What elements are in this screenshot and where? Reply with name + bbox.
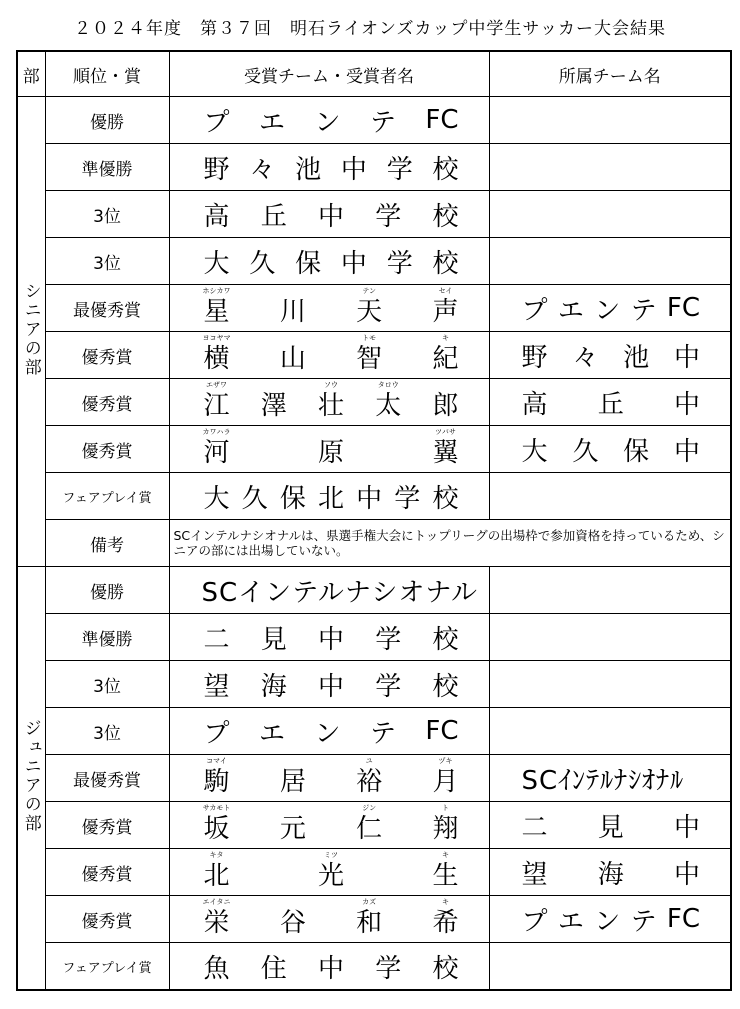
name-char <box>432 757 459 797</box>
kanji: 澤 <box>260 391 287 421</box>
char: 久 <box>241 483 268 514</box>
char: テ <box>369 718 396 749</box>
cell <box>169 614 489 661</box>
name-char <box>202 334 231 374</box>
char: テ <box>630 295 657 326</box>
char: エ <box>258 107 285 138</box>
table-row <box>17 943 731 991</box>
name-char <box>432 851 459 891</box>
name-char <box>261 385 287 419</box>
table-row <box>17 802 731 849</box>
page-title: ２０２４年度 第３７回 明石ライオンズカップ中学生サッカー大会結果 <box>74 19 666 39</box>
team-cell <box>489 97 731 144</box>
team-name: SCインテルナシオナル <box>201 577 479 608</box>
furigana: コマイ <box>206 757 227 765</box>
rank-cell: 優秀賞 <box>45 379 169 426</box>
kanji: 生 <box>432 861 459 891</box>
kanji: 壮 <box>317 391 344 421</box>
header-team: 所属チーム名 <box>489 51 731 97</box>
name-char <box>318 432 344 466</box>
kanji: 郎 <box>432 391 459 421</box>
spread-text <box>170 196 489 233</box>
person-name <box>170 428 489 468</box>
furigana: ツバサ <box>435 428 456 436</box>
table-row <box>17 896 731 943</box>
spread-text <box>170 713 489 750</box>
kanji: 和 <box>356 908 383 938</box>
results-table <box>16 50 732 991</box>
char: エ <box>557 295 584 326</box>
name-char <box>202 898 231 938</box>
furigana: ホシカワ <box>202 287 231 295</box>
furigana: エイタニ <box>202 898 231 906</box>
name-char <box>432 898 459 938</box>
char: 校 <box>432 154 459 185</box>
spread-text <box>490 290 731 327</box>
spread-text <box>170 619 489 656</box>
name-char <box>432 334 459 374</box>
char: プ <box>203 107 230 138</box>
char: 中 <box>340 154 367 185</box>
person-name <box>170 804 489 844</box>
kanji: 翼 <box>432 438 459 468</box>
char: FC <box>666 904 700 934</box>
char: プ <box>203 718 230 749</box>
dept-label: シニアの部 <box>20 282 41 377</box>
cell <box>169 97 489 144</box>
char: ン <box>314 107 341 138</box>
spread-text <box>490 854 731 891</box>
table-row <box>17 144 731 191</box>
table-row <box>17 849 731 896</box>
person-cell <box>169 379 489 426</box>
char: 学 <box>375 671 402 702</box>
char: 望 <box>203 671 230 702</box>
person-cell <box>169 896 489 943</box>
person-name <box>170 851 489 891</box>
cell <box>169 567 489 614</box>
furigana: ヅキ <box>438 757 453 765</box>
rank-cell: 優勝 <box>45 567 169 614</box>
furigana: カワハラ <box>202 428 231 436</box>
char: 校 <box>432 248 459 279</box>
kanji: 原 <box>317 438 344 468</box>
header-rank: 順位・賞 <box>45 51 169 97</box>
dept-cell <box>17 97 45 567</box>
char: 久 <box>572 436 599 467</box>
char: プ <box>521 295 548 326</box>
char: 中 <box>340 248 367 279</box>
furigana: キタ <box>209 851 224 859</box>
team-cell <box>489 473 731 520</box>
char: 中 <box>317 624 344 655</box>
kanji: 月 <box>432 767 459 797</box>
table-row <box>17 238 731 285</box>
furigana: キ <box>441 851 449 859</box>
cell <box>489 285 731 332</box>
char: 魚 <box>203 953 230 984</box>
team-cell <box>489 238 731 285</box>
char: 大 <box>203 483 230 514</box>
person-cell <box>169 285 489 332</box>
char: 見 <box>597 812 624 843</box>
name-char <box>280 338 306 372</box>
cell <box>489 379 731 426</box>
table-row <box>17 191 731 238</box>
furigana: キ <box>441 898 449 906</box>
kanji: 元 <box>279 814 306 844</box>
char: 見 <box>260 624 287 655</box>
table-row <box>17 426 731 473</box>
dept-label: ジュニアの部 <box>20 719 41 833</box>
name-char <box>317 381 344 421</box>
name-char <box>280 808 306 842</box>
notes-cell <box>169 520 731 567</box>
char: エ <box>557 906 584 937</box>
char: 野 <box>521 342 548 373</box>
person-name <box>170 757 489 797</box>
char: 丘 <box>597 389 624 420</box>
char: FC <box>425 105 459 135</box>
person-cell <box>169 849 489 896</box>
kanji: 声 <box>432 297 459 327</box>
rank-cell: 優秀賞 <box>45 426 169 473</box>
table-row <box>17 97 731 144</box>
char: 池 <box>295 154 322 185</box>
rank-cell: 優秀賞 <box>45 849 169 896</box>
kanji: 裕 <box>356 767 383 797</box>
char: 中 <box>673 436 700 467</box>
char: ン <box>594 295 621 326</box>
name-char <box>202 287 231 327</box>
kanji: 希 <box>432 908 459 938</box>
rank-cell: 最優秀賞 <box>45 285 169 332</box>
rank-cell: 準優勝 <box>45 614 169 661</box>
table-row <box>17 567 731 614</box>
furigana: ジン <box>362 804 377 812</box>
furigana: エザワ <box>206 381 227 389</box>
spread-text <box>490 337 731 374</box>
cell <box>169 191 489 238</box>
furigana: タロウ <box>377 381 399 389</box>
table-row <box>17 379 731 426</box>
kanji: 太 <box>375 391 402 421</box>
rank-cell: 3位 <box>45 238 169 285</box>
char: 海 <box>260 671 287 702</box>
char: 高 <box>203 201 230 232</box>
kanji: 星 <box>203 297 230 327</box>
char: 校 <box>432 624 459 655</box>
char: 大 <box>521 436 548 467</box>
person-cell <box>169 332 489 379</box>
name-char <box>432 428 459 468</box>
team-cell <box>489 567 731 614</box>
kanji: 光 <box>317 861 344 891</box>
name-char <box>356 334 383 374</box>
name-char <box>375 381 402 421</box>
table-row <box>17 332 731 379</box>
person-name <box>170 898 489 938</box>
name-char <box>203 381 230 421</box>
rank-cell: 3位 <box>45 661 169 708</box>
name-char <box>356 804 383 844</box>
furigana: キ <box>441 334 449 342</box>
spread-text <box>490 807 731 844</box>
char: 中 <box>673 859 700 890</box>
furigana: テン <box>362 287 376 295</box>
team-cell <box>489 943 731 991</box>
table-header-row <box>17 51 731 97</box>
table-row <box>17 520 731 567</box>
kanji: 横 <box>203 344 230 374</box>
furigana: ヨコヤマ <box>202 334 231 342</box>
furigana: ソウ <box>323 381 338 389</box>
person-cell <box>169 802 489 849</box>
name-char <box>432 804 459 844</box>
rank-cell: 優秀賞 <box>45 802 169 849</box>
char: 二 <box>521 812 548 843</box>
furigana: カズ <box>362 898 377 906</box>
char: 中 <box>673 812 700 843</box>
char: ン <box>314 718 341 749</box>
furigana: ト <box>441 804 449 812</box>
name-char <box>202 804 231 844</box>
rank-cell: 3位 <box>45 191 169 238</box>
char: 校 <box>432 483 459 514</box>
cell <box>489 426 731 473</box>
table-row <box>17 661 731 708</box>
char: 校 <box>432 953 459 984</box>
spread-text <box>170 666 489 703</box>
char: 々 <box>572 342 599 373</box>
spread-text <box>170 243 489 280</box>
char: 高 <box>521 389 548 420</box>
cell <box>489 896 731 943</box>
char: 野 <box>203 154 230 185</box>
rank-cell: 優勝 <box>45 97 169 144</box>
char: 保 <box>623 436 650 467</box>
char: 校 <box>432 671 459 702</box>
person-name <box>170 381 489 421</box>
kanji: 智 <box>356 344 383 374</box>
person-name <box>170 287 489 327</box>
cell <box>489 849 731 896</box>
rank-cell: フェアプレイ賞 <box>45 473 169 520</box>
spread-text <box>490 901 731 938</box>
char: 大 <box>203 248 230 279</box>
dept-cell <box>17 567 45 991</box>
rank-cell: 3位 <box>45 708 169 755</box>
person-name <box>170 334 489 374</box>
header-name: 受賞チーム・受賞者名 <box>169 51 489 97</box>
name-char <box>432 287 459 327</box>
team-cell <box>489 144 731 191</box>
name-char <box>203 757 230 797</box>
char: エ <box>258 718 285 749</box>
char: 学 <box>375 624 402 655</box>
char: 久 <box>249 248 276 279</box>
char: 保 <box>279 483 306 514</box>
char: 中 <box>673 389 700 420</box>
cell <box>169 144 489 191</box>
kanji: 仁 <box>356 814 383 844</box>
name-char <box>203 851 230 891</box>
kanji: 栄 <box>203 908 230 938</box>
cell <box>489 755 731 802</box>
cell <box>169 708 489 755</box>
spread-text <box>170 948 489 985</box>
char: 々 <box>249 154 276 185</box>
char: 中 <box>673 342 700 373</box>
kanji: 天 <box>356 297 383 327</box>
furigana: サカモト <box>202 804 231 812</box>
person-cell <box>169 755 489 802</box>
spread-text <box>170 149 489 186</box>
team-cell <box>489 191 731 238</box>
notes-text: SCインテルナシオナルは、県選手権大会にトップリーグの出場枠で参加資格を持っているため、シニアの部には出場していない。 <box>173 528 725 558</box>
kanji: 居 <box>279 767 306 797</box>
person-cell <box>169 426 489 473</box>
char: 二 <box>203 624 230 655</box>
kanji: 谷 <box>279 908 306 938</box>
kanji: 河 <box>203 438 230 468</box>
team-cell <box>489 661 731 708</box>
name-char <box>317 851 344 891</box>
name-char <box>356 757 383 797</box>
rank-cell: フェアプレイ賞 <box>45 943 169 991</box>
char: 中 <box>317 201 344 232</box>
kanji: 北 <box>203 861 230 891</box>
char: プ <box>521 906 548 937</box>
char: 校 <box>432 201 459 232</box>
spread-text <box>170 102 489 139</box>
name-char <box>280 902 306 936</box>
char: FC <box>425 716 459 746</box>
rank-cell: 優秀賞 <box>45 896 169 943</box>
char: 海 <box>597 859 624 890</box>
affiliation: SCｲﾝﾃﾙﾅｼｵﾅﾙ <box>521 765 685 796</box>
char: 学 <box>386 154 413 185</box>
cell <box>489 802 731 849</box>
cell <box>169 473 489 520</box>
team-cell <box>489 708 731 755</box>
kanji: 江 <box>203 391 230 421</box>
char: 保 <box>295 248 322 279</box>
char: テ <box>369 107 396 138</box>
furigana: ユ <box>365 757 373 765</box>
char: 北 <box>317 483 344 514</box>
name-char <box>280 761 306 795</box>
rank-cell: 最優秀賞 <box>45 755 169 802</box>
rank-cell: 備考 <box>45 520 169 567</box>
char: 学 <box>375 201 402 232</box>
char: FC <box>666 293 700 323</box>
cell <box>169 661 489 708</box>
name-char <box>356 898 383 938</box>
name-char <box>280 291 306 325</box>
kanji: 坂 <box>203 814 230 844</box>
char: ン <box>594 906 621 937</box>
table-row <box>17 708 731 755</box>
table-row <box>17 755 731 802</box>
cell <box>169 238 489 285</box>
name-char <box>202 428 231 468</box>
char: 学 <box>375 953 402 984</box>
table-row <box>17 614 731 661</box>
rank-cell: 優秀賞 <box>45 332 169 379</box>
kanji: 山 <box>279 344 306 374</box>
char: 学 <box>386 248 413 279</box>
name-char <box>432 385 458 419</box>
spread-text <box>170 478 489 515</box>
char: 中 <box>317 953 344 984</box>
char: 池 <box>623 342 650 373</box>
spread-text <box>490 431 731 468</box>
char: テ <box>630 906 657 937</box>
table-row <box>17 473 731 520</box>
table-row <box>17 285 731 332</box>
cell <box>489 332 731 379</box>
furigana: セイ <box>438 287 453 295</box>
furigana: トモ <box>362 334 377 342</box>
char: 中 <box>317 671 344 702</box>
spread-text <box>490 384 731 421</box>
team-cell <box>489 614 731 661</box>
char: 学 <box>394 483 421 514</box>
kanji: 駒 <box>203 767 230 797</box>
char: 丘 <box>260 201 287 232</box>
header-dept: 部 <box>17 51 45 97</box>
kanji: 翔 <box>432 814 459 844</box>
char: 中 <box>356 483 383 514</box>
cell <box>169 943 489 991</box>
kanji: 紀 <box>432 344 459 374</box>
char: 望 <box>521 859 548 890</box>
name-char <box>356 287 383 327</box>
furigana: ミツ <box>323 851 338 859</box>
kanji: 川 <box>279 297 306 327</box>
rank-cell: 準優勝 <box>45 144 169 191</box>
char: 住 <box>260 953 287 984</box>
